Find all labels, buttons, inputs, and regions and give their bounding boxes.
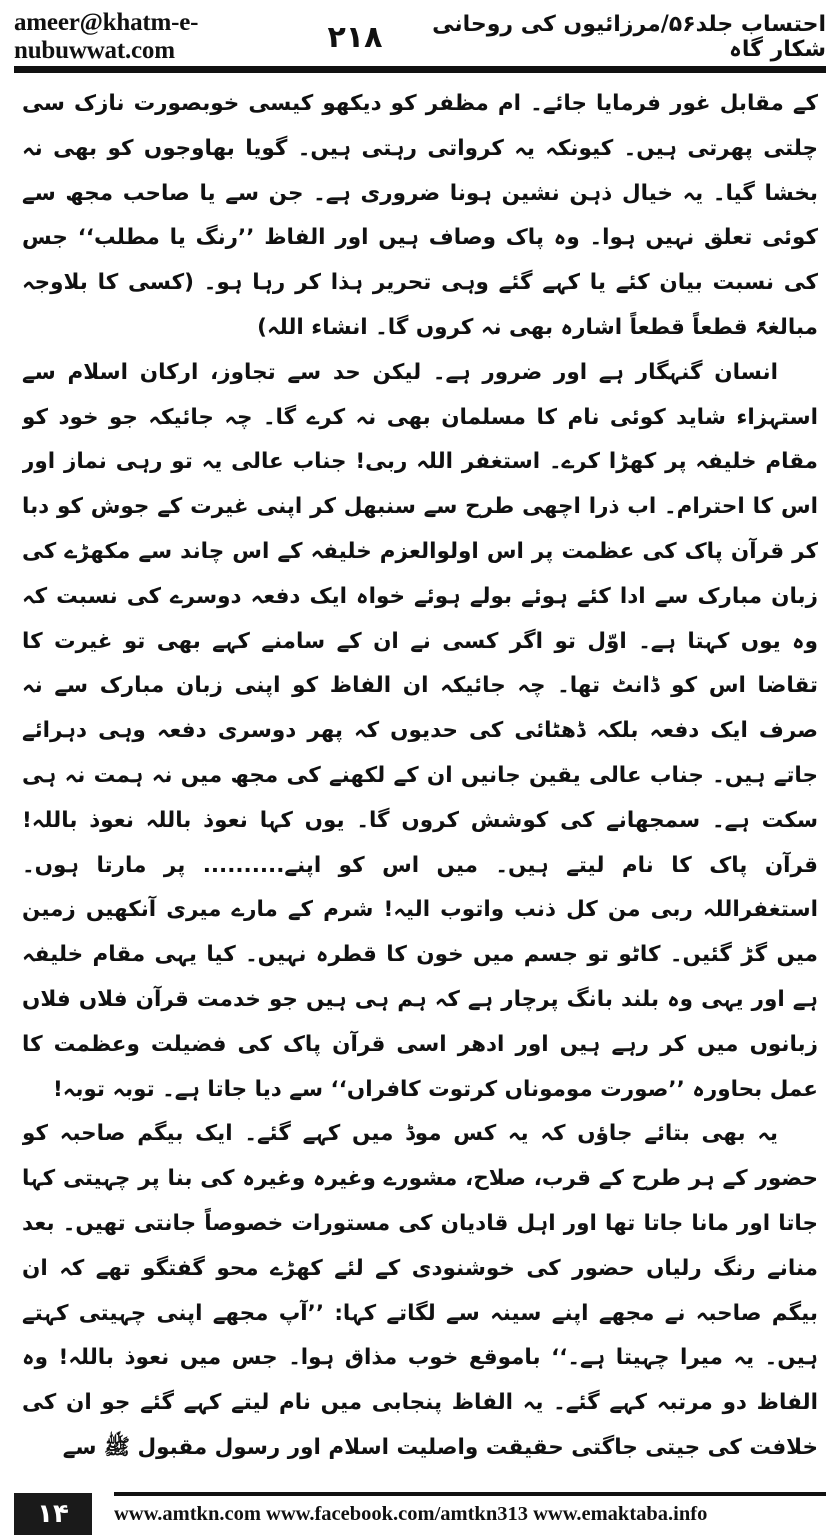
- header-left: [14, 9, 382, 65]
- footer-page-box: ۱۴: [14, 1493, 92, 1535]
- body-text: [22, 82, 818, 1482]
- footer-urls: www.amtkn.com www.facebook.com/amtkn313 www.emaktaba.info: [114, 1502, 708, 1525]
- header-title: احتساب جلد۵۶/مرزائیوں کی روحانی شکار گاہ: [432, 12, 826, 62]
- page-footer: [14, 1492, 826, 1536]
- paragraph-3: یہ بھی بتائے جاؤں کہ یہ کس موڈ میں کہے گئے۔ ایک بیگم صاحبہ کو حضور کے ہر طرح کے قرب، صلاح، مشورے وغیرہ وغیرہ کی بنا پر چہیتی کہا جاتا اور مانا جاتا تھا اور اہل قادیان کی مستورات خصوصاً جانتی تھیں۔ بعد منانے رنگ رلیاں حضور کی خوشنودی کے لئے کھڑے محو گفتگو تھے کہ ان بیگم صاحبہ نے مجھے اپنے سینہ سے لگاتے کہا: ’’آپ مجھے اپنی چہیتی کہتے ہیں۔ یہ میرا چہیتا ہے۔‘‘ باموقع خوب مذاق ہوا۔ جس میں نعوذ باللہ! وہ الفاظ دو مرتبہ کہے گئے۔ یہ الفاظ پنجابی میں نام لیتے کہے گئے جو ان کی خلافت کی جیتی جاگتی حقیقت واصلیت اسلام اور رسول مقبول ﷺ سے: [22, 1121, 818, 1460]
- page-header: [14, 9, 826, 64]
- page-number: ۲۱۸: [327, 19, 383, 55]
- header-rule: [14, 66, 826, 73]
- header-email: ameer@khatm-e-nubuwwat.com: [14, 9, 199, 64]
- paragraph-2: انسان گنہگار ہے اور ضرور ہے۔ لیکن حد سے تجاوز، ارکان اسلام سے استہزاء شاید کوئی نام کا مسلمان بھی نہ کرے گا۔ چہ جائیکہ جو خود کو مقام خلیفہ پر کھڑا کرے۔ استغفر اللہ ربی! جناب عالی یہ تو رہی نماز اور اس کا احترام۔ اب ذرا اچھی طرح سے سنبھل کر اپنی غیرت کے جوش کو دبا کر قرآن پاک کی عظمت پر اس اولوالعزم خلیفہ کے اس چاند سے مکھڑے کی زبان مبارک سے ادا کئے ہوئے بولے ہوئے خواہ ایک دفعہ دوسرے کی نسبت کہ وہ یوں کہتا ہے۔ اوّل تو اگر کسی نے ان کے سامنے کہے بھی تو غیرت کا تقاضا اس کو ڈانٹ تھا۔ چہ جائیکہ ان الفاظ کو اپنی زبان مبارک سے نہ صرف ایک دفعہ بلکہ ڈھٹائی کی حدیوں کہ پھر دوسری دفعہ وہی دہرائے جاتے ہیں۔ جناب عالی یقین جانیں ان کے لکھنے کی مجھ میں نہ ہمت نہ ہی سکت ہے۔ سمجھانے کی کوشش کروں گا۔ یوں کہا نعوذ باللہ نعوذ باللہ! قرآن پاک کا نام لیتے ہیں۔ میں اس کو اپنے.......... پر مارتا ہوں۔ استغفراللہ ربی من کل ذنب واتوب الیہ! شرم کے مارے میری آنکھیں زمین میں گڑ گئیں۔ کاٹو تو جسم میں خون کا قطرہ نہیں۔ کیا یہی مقام خلیفہ ہے اور یہی وہ بلند بانگ پرچار ہے کہ ہم ہی ہیں جو خدمت قرآن فلاں فلاں زبانوں میں کر رہے ہیں اور ادھر اسی قرآن پاک کی فضیلت وعظمت کا عمل بحاورہ ’’صورت موموناں کرتوت کافراں‘‘ سے دیا جاتا ہے۔ توبہ توبہ!: [22, 359, 818, 1102]
- footer-rule: [114, 1492, 826, 1496]
- paragraph-1: کے مقابل غور فرمایا جائے۔ ام مظفر کو دیکھو کیسی خوبصورت نازک سی چلتی پھرتی ہیں۔ کیونکہ یہ کرواتی رہتی ہیں۔ گویا بھاوجوں کو بھی نہ بخشا گیا۔ یہ خیال ذہن نشین ہونا ضروری ہے۔ جن سے یا صاحب مجھ سے کوئی تعلق نہیں ہوا۔ وہ پاک وصاف ہیں اور الفاظ ’’رنگ یا مطلب‘‘ جس کی نسبت بیان کئے یا کہے گئے وہی تحریر ہذا کر رہا ہو۔ (کسی کا بلاوجہ مبالغۃً قطعاً قطعاً اشارہ بھی نہ کروں گا۔ انشاء اللہ): [22, 91, 818, 340]
